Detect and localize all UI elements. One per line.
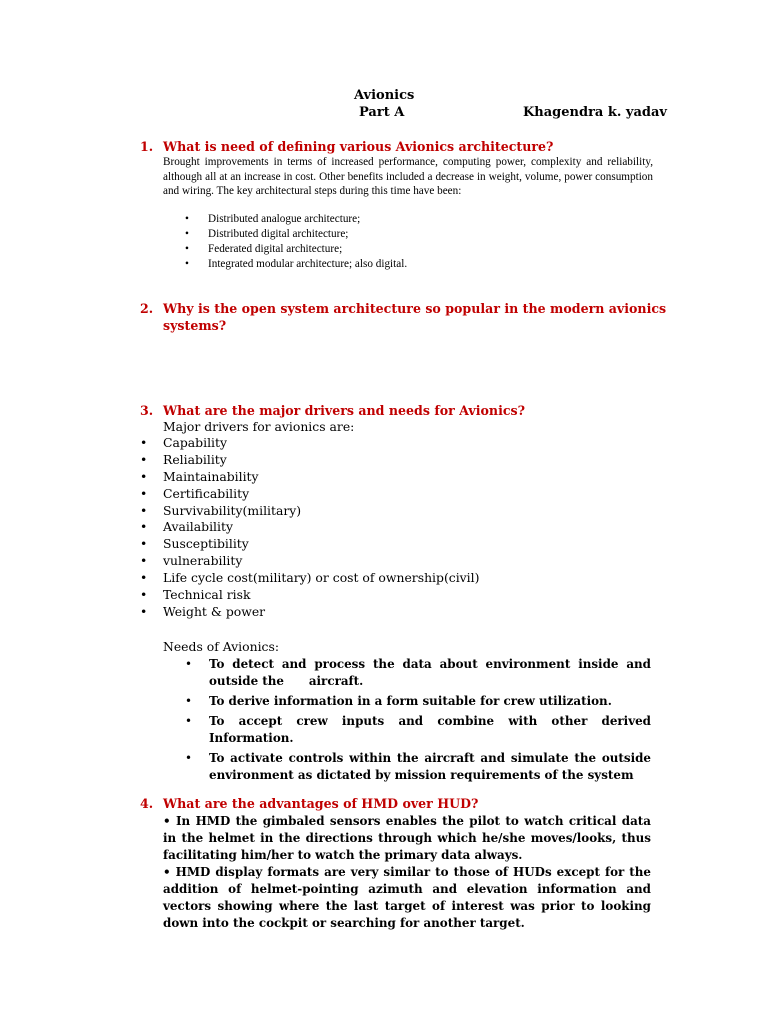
q4-paragraph-1: • In HMD the gimbaled sensors enables the pilot to watch critical data in the helmet in the directions through which he/she moves/looks, thus facilitating him/her to watch the primary data always. xyxy=(163,814,651,862)
list-item: • Technical risk xyxy=(140,587,479,604)
list-item: • Maintainability xyxy=(140,469,479,486)
q2-question-line2: systems? xyxy=(163,318,227,333)
list-item: • To accept crew inputs and combine with other derived Information. xyxy=(185,713,651,747)
list-item: • To derive information in a form suitable for crew utilization. xyxy=(185,693,651,710)
q1-question: What is need of defining various Avionics architecture? xyxy=(163,139,554,154)
document-author: Khagendra k. yadav xyxy=(523,105,667,120)
q3-question: What are the major drivers and needs for Avionics? xyxy=(163,403,525,418)
q3-needs-list xyxy=(185,656,651,784)
list-item: • Certificability xyxy=(140,486,479,503)
list-item: • Reliability xyxy=(140,452,479,469)
list-item: • To activate controls within the aircraft and simulate the outside environment as dictated by mission requirements of the system xyxy=(185,750,651,784)
q3-drivers-list xyxy=(140,435,479,621)
list-item: • Capability xyxy=(140,435,479,452)
q2-question-line1: Why is the open system architecture so popular in the modern avionics xyxy=(163,301,667,316)
list-item: • Federated digital architecture; xyxy=(162,242,407,257)
list-item: • Integrated modular architecture; also digital. xyxy=(162,257,407,272)
list-item: • vulnerability xyxy=(140,553,479,570)
q4-paragraph-2: • HMD display formats are very similar to those of HUDs except for the addition of helmet-pointing azimuth and elevation information and vectors showing where the last target of interest was prior to looking down into the cockpit or searching for another target. xyxy=(163,865,651,930)
list-item: • Life cycle cost(military) or cost of ownership(civil) xyxy=(140,570,479,587)
document-title: Avionics xyxy=(354,88,415,103)
q1-architecture-list xyxy=(162,212,407,272)
q2-number: 2. xyxy=(140,301,154,316)
list-item: • Weight & power xyxy=(140,604,479,621)
document-part: Part A xyxy=(359,105,405,120)
list-item: • Availability xyxy=(140,519,479,536)
q3-drivers-intro: Major drivers for avionics are: xyxy=(163,419,355,434)
list-item: • Distributed digital architecture; xyxy=(162,227,407,242)
q4-question: What are the advantages of HMD over HUD? xyxy=(163,796,479,811)
q4-number: 4. xyxy=(140,796,154,811)
list-item: • Susceptibility xyxy=(140,536,479,553)
q3-number: 3. xyxy=(140,403,154,418)
q1-number: 1. xyxy=(140,139,154,154)
q3-needs-intro: Needs of Avionics: xyxy=(163,639,280,654)
list-item: • Survivability(military) xyxy=(140,503,479,520)
list-item: • To detect and process the data about environment inside and outside the aircraft. xyxy=(185,656,651,690)
q1-answer: Brought improvements in terms of increased performance, computing power, complexity and reliability, although all at an increase in cost. Other benefits included a decrease in weight, volume, power consumption and wiring. The key architectural steps during this time have been: xyxy=(163,156,653,197)
list-item: • Distributed analogue architecture; xyxy=(162,212,407,227)
